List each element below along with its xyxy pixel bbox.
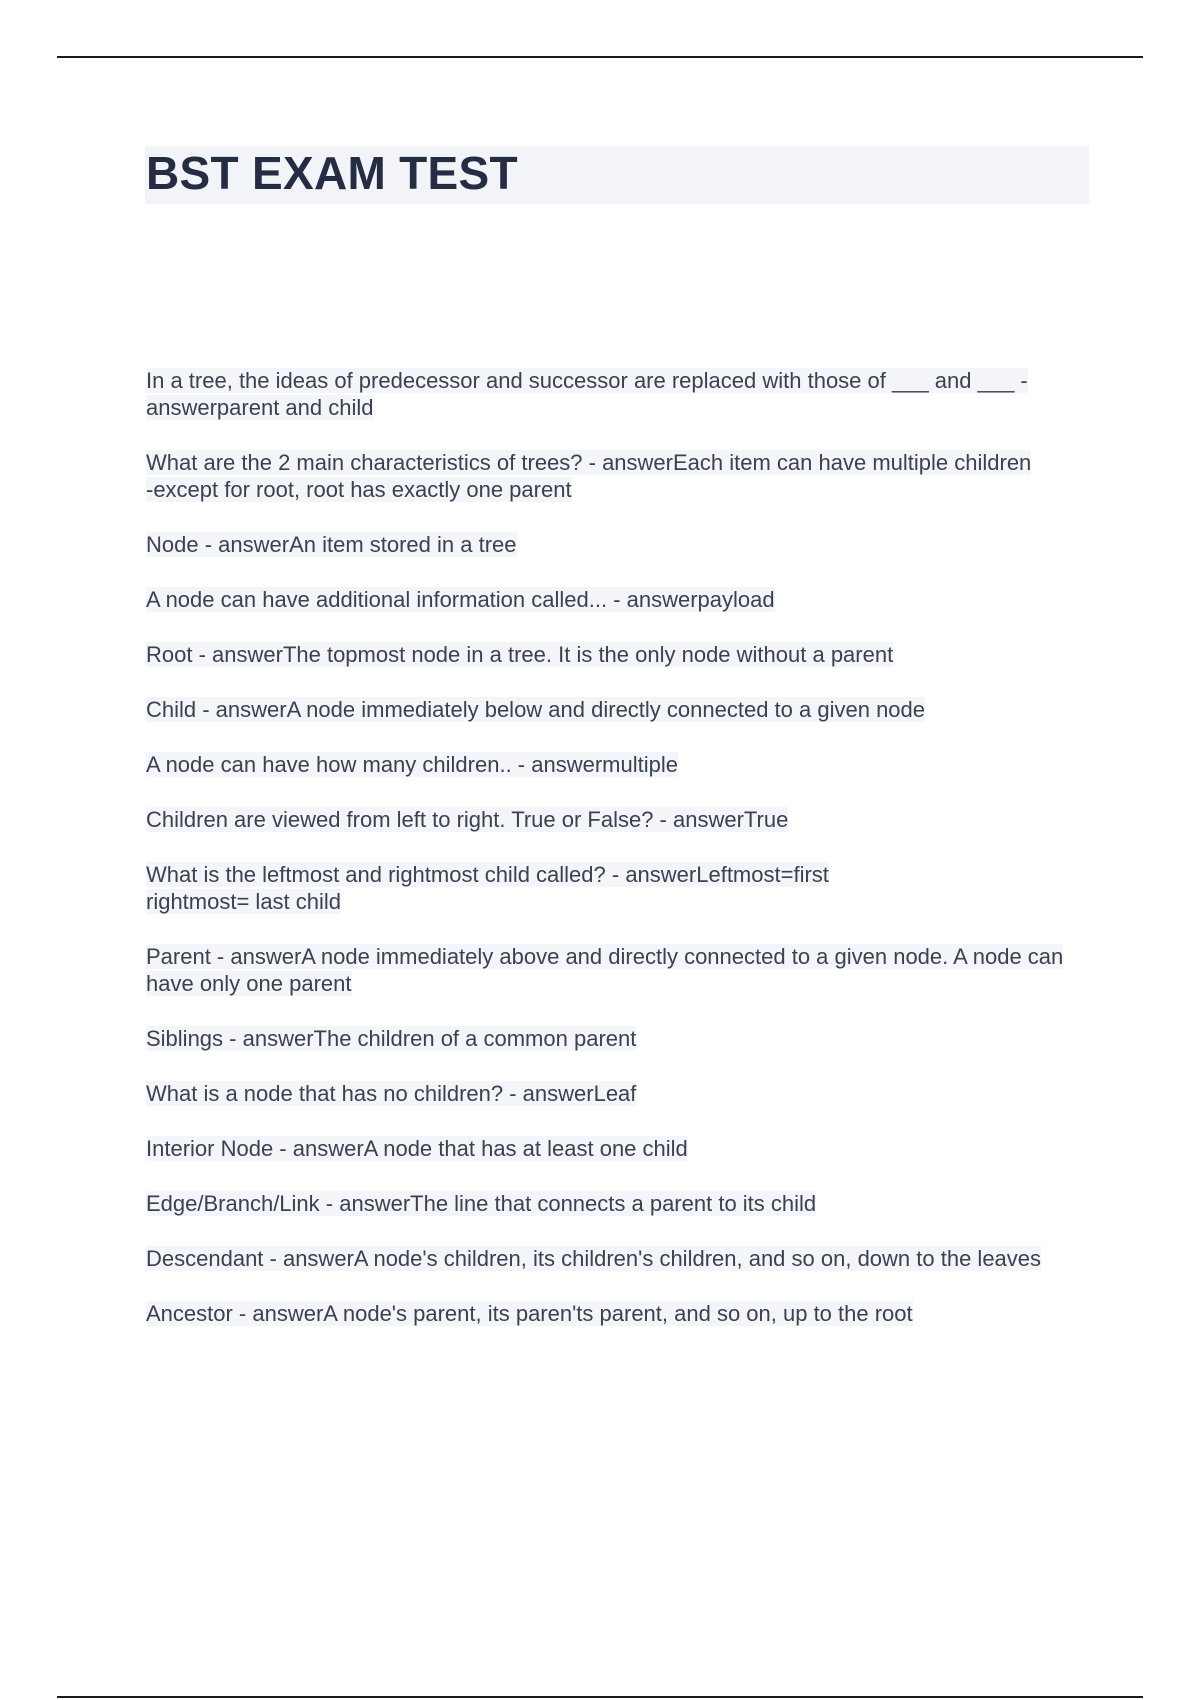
qa-text: What are the 2 main characteristics of trees? - answerEach item can have multiple children -except for root, root has exactly one parent bbox=[146, 450, 1032, 502]
qa-text: Siblings - answerThe children of a common parent bbox=[146, 1026, 637, 1051]
qa-list bbox=[146, 367, 1076, 1355]
qa-item bbox=[146, 449, 1076, 503]
qa-text: What is a node that has no children? - answerLeaf bbox=[146, 1081, 637, 1106]
qa-text: Children are viewed from left to right. True or False? - answerTrue bbox=[146, 807, 789, 832]
qa-item bbox=[146, 1135, 1076, 1162]
qa-text: In a tree, the ideas of predecessor and successor are replaced with those of ___ and ___ - answerparent and child bbox=[146, 368, 1028, 420]
qa-text: Node - answerAn item stored in a tree bbox=[146, 532, 517, 557]
qa-item bbox=[146, 861, 1076, 915]
qa-item bbox=[146, 751, 1076, 778]
qa-item bbox=[146, 367, 1076, 421]
qa-text: A node can have how many children.. - answermultiple bbox=[146, 752, 678, 777]
qa-text: A node can have additional information called... - answerpayload bbox=[146, 587, 775, 612]
qa-item bbox=[146, 943, 1076, 997]
qa-text: What is the leftmost and rightmost child called? - answerLeftmost=first rightmost= last child bbox=[146, 862, 829, 914]
qa-item bbox=[146, 586, 1076, 613]
qa-text: Interior Node - answerA node that has at least one child bbox=[146, 1136, 688, 1161]
qa-text: Edge/Branch/Link - answerThe line that connects a parent to its child bbox=[146, 1191, 817, 1216]
qa-item bbox=[146, 806, 1076, 833]
qa-item bbox=[146, 641, 1076, 668]
bottom-divider bbox=[57, 1696, 1143, 1698]
qa-item bbox=[146, 531, 1076, 558]
document-title: BST EXAM TEST bbox=[146, 147, 518, 199]
qa-text: Ancestor - answerA node's parent, its paren'ts parent, and so on, up to the root bbox=[146, 1301, 913, 1326]
qa-item bbox=[146, 1245, 1076, 1272]
qa-text: Parent - answerA node immediately above and directly connected to a given node. A node can have only one parent bbox=[146, 944, 1064, 996]
top-divider bbox=[57, 56, 1143, 58]
qa-text: Child - answerA node immediately below and directly connected to a given node bbox=[146, 697, 926, 722]
qa-text: Root - answerThe topmost node in a tree. It is the only node without a parent bbox=[146, 642, 894, 667]
qa-item bbox=[146, 1300, 1076, 1327]
qa-item bbox=[146, 696, 1076, 723]
qa-item bbox=[146, 1190, 1076, 1217]
qa-item bbox=[146, 1025, 1076, 1052]
qa-item bbox=[146, 1080, 1076, 1107]
qa-text: Descendant - answerA node's children, its children's children, and so on, down to the leaves bbox=[146, 1246, 1042, 1271]
